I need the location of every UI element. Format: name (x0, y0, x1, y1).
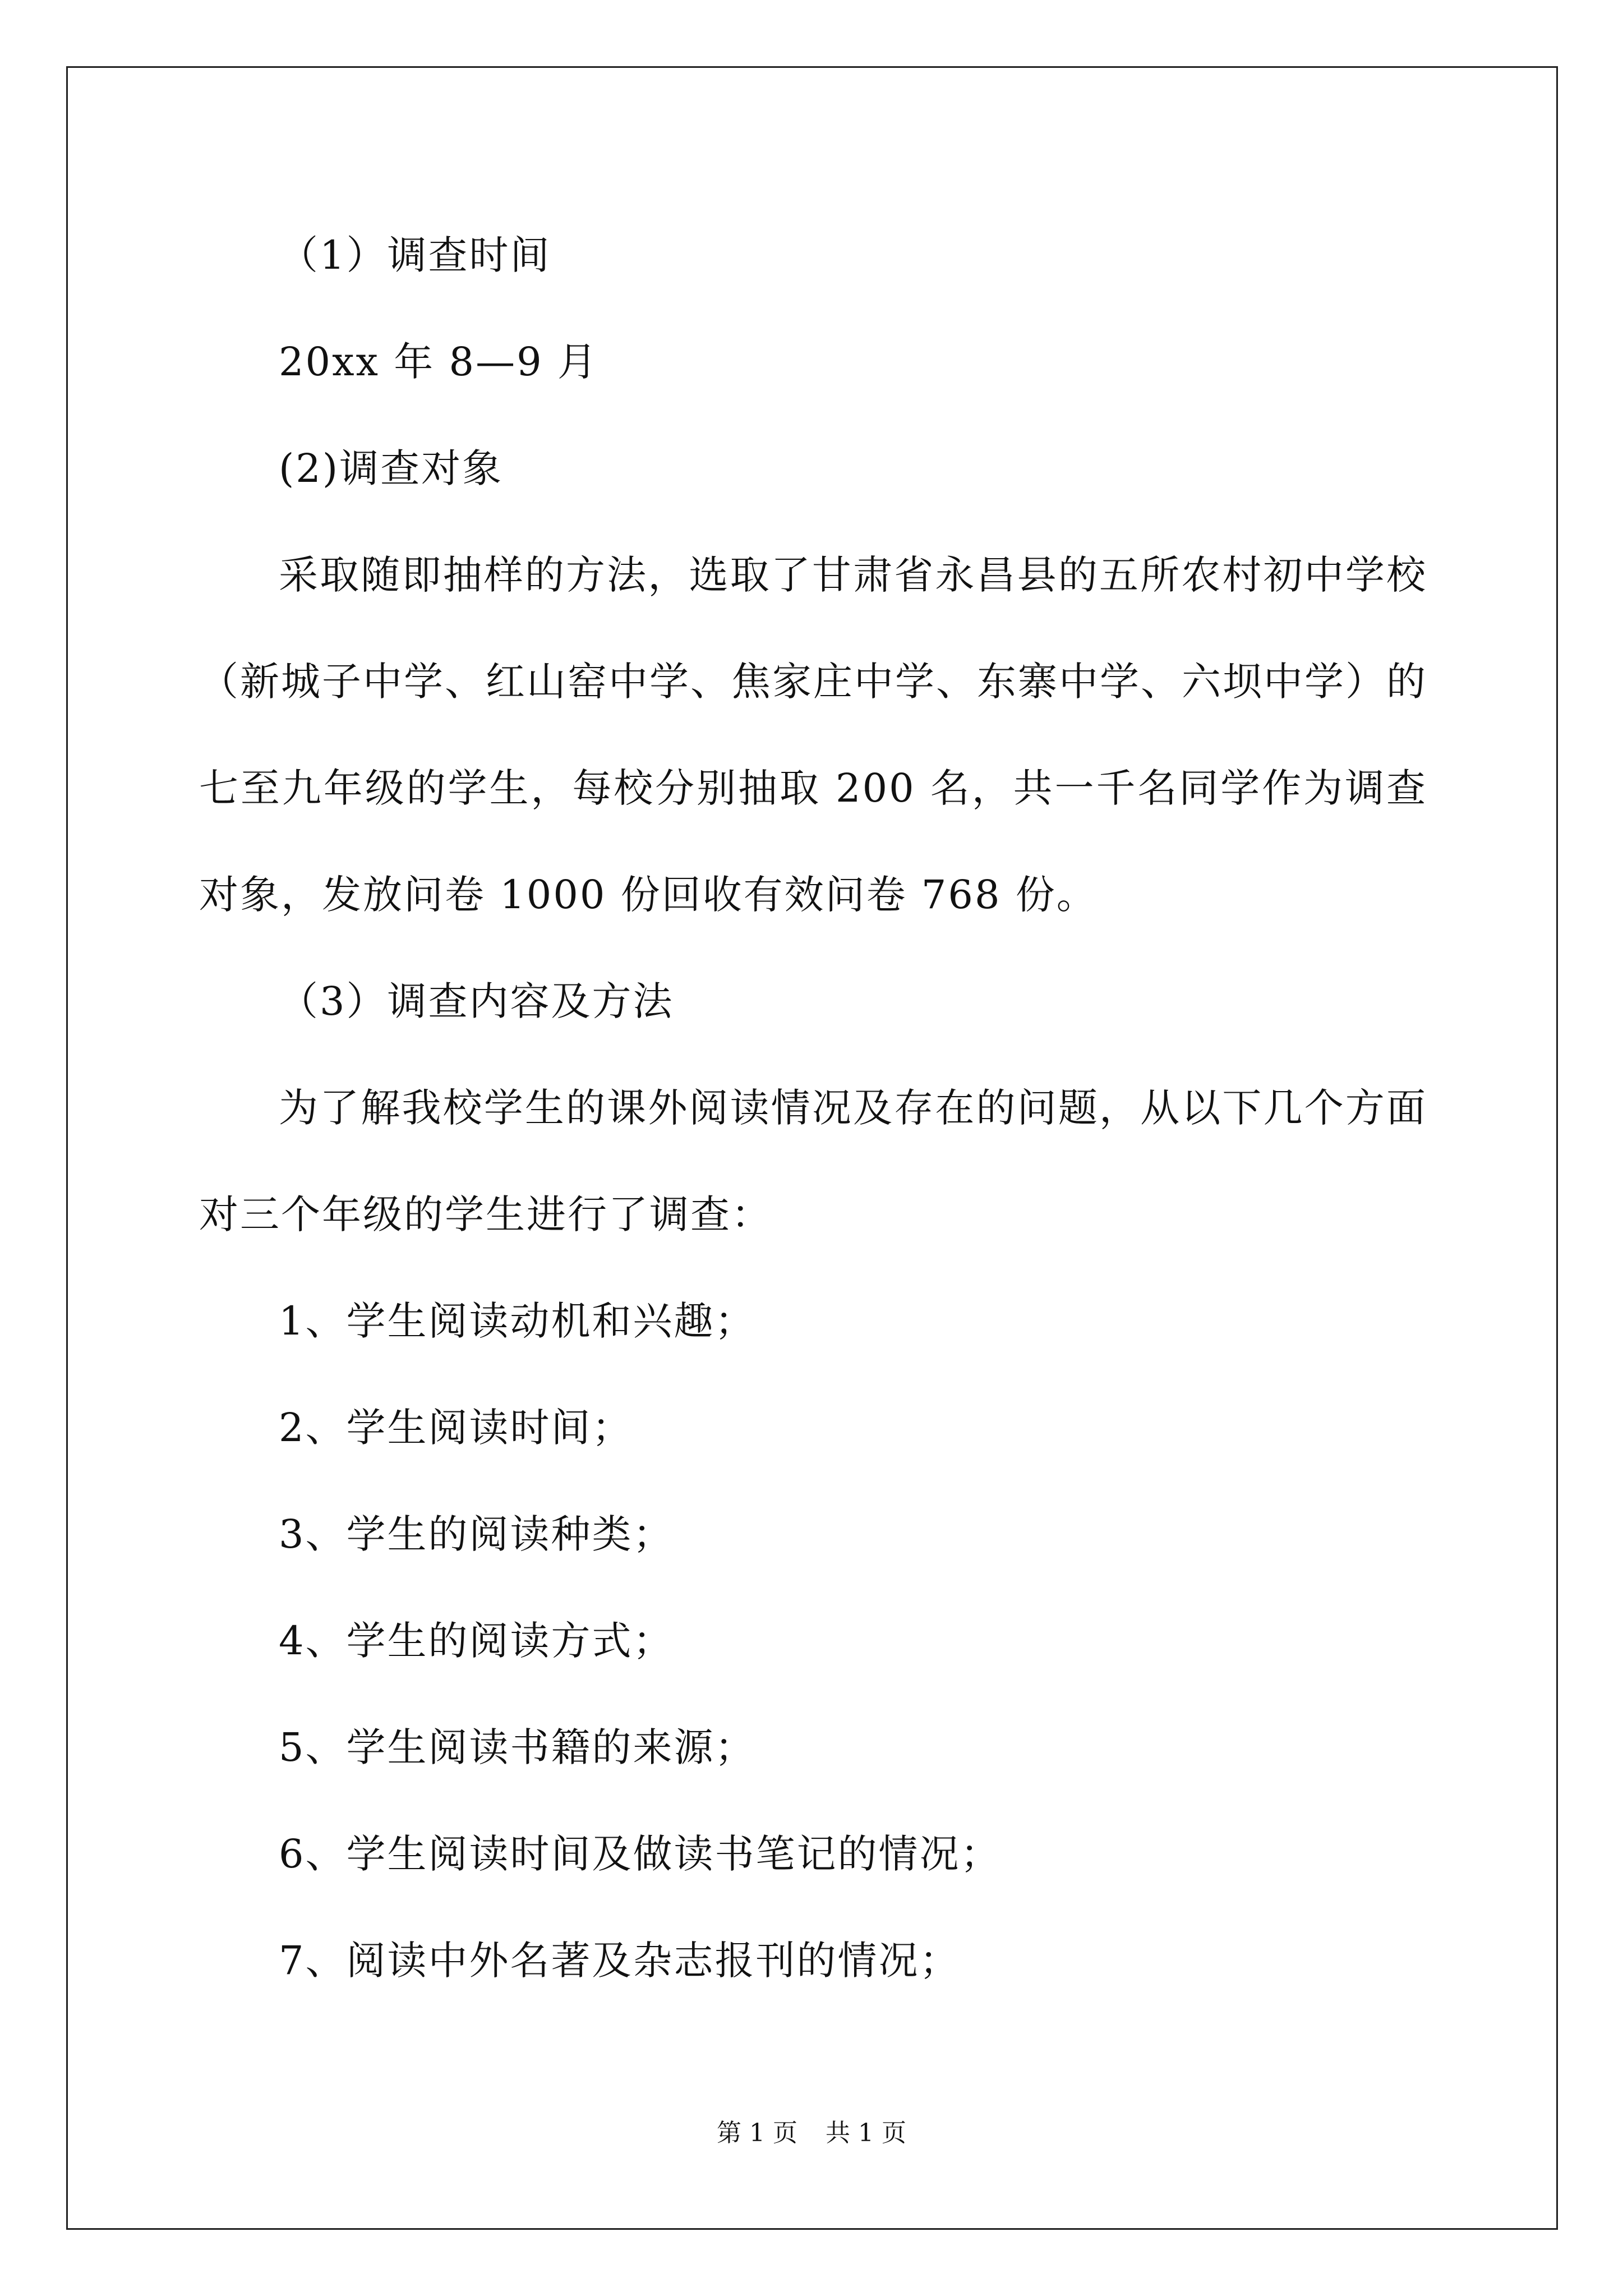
list-item: 3、学生的阅读种类； (279, 1511, 674, 1557)
list-item: 1、学生阅读动机和兴趣； (279, 1298, 756, 1344)
section-heading-survey-content: （3）调查内容及方法 (279, 978, 674, 1024)
list-item: 6、学生阅读时间及做读书笔记的情况； (279, 1831, 1002, 1877)
paragraph-survey-date: 20xx 年 8—9 月 (279, 339, 598, 385)
page-footer (0, 2113, 1623, 2148)
page-number-total: 共 1 页 (826, 2119, 906, 2147)
list-item: 7、阅读中外名著及杂志报刊的情况； (279, 1938, 961, 1984)
section-heading-survey-subjects: (2)调查对象 (279, 445, 504, 491)
paragraph-survey-subjects: 采取随即抽样的方法，选取了甘肃省永昌县的五所农村初中学校（新城子中学、红山窑中学、焦家庄中学、东寨中学、六坝中学）的七至九年级的学生，每校分别抽取 200 名，共一千名同学作为调查对象，发放问卷 1000 份回收有效问卷 768 份。 (199, 552, 1427, 918)
list-item: 4、学生的阅读方式； (279, 1618, 674, 1664)
list-item: 2、学生阅读时间； (279, 1405, 633, 1451)
document-body (199, 202, 1427, 2014)
section-heading-survey-time: （1）调查时间 (279, 232, 551, 278)
page-number-current: 第 1 页 (717, 2119, 797, 2147)
list-item: 5、学生阅读书籍的来源； (279, 1724, 756, 1770)
paragraph-survey-intro: 为了解我校学生的课外阅读情况及存在的问题，从以下几个方面对三个年级的学生进行了调查： (199, 1085, 1427, 1237)
